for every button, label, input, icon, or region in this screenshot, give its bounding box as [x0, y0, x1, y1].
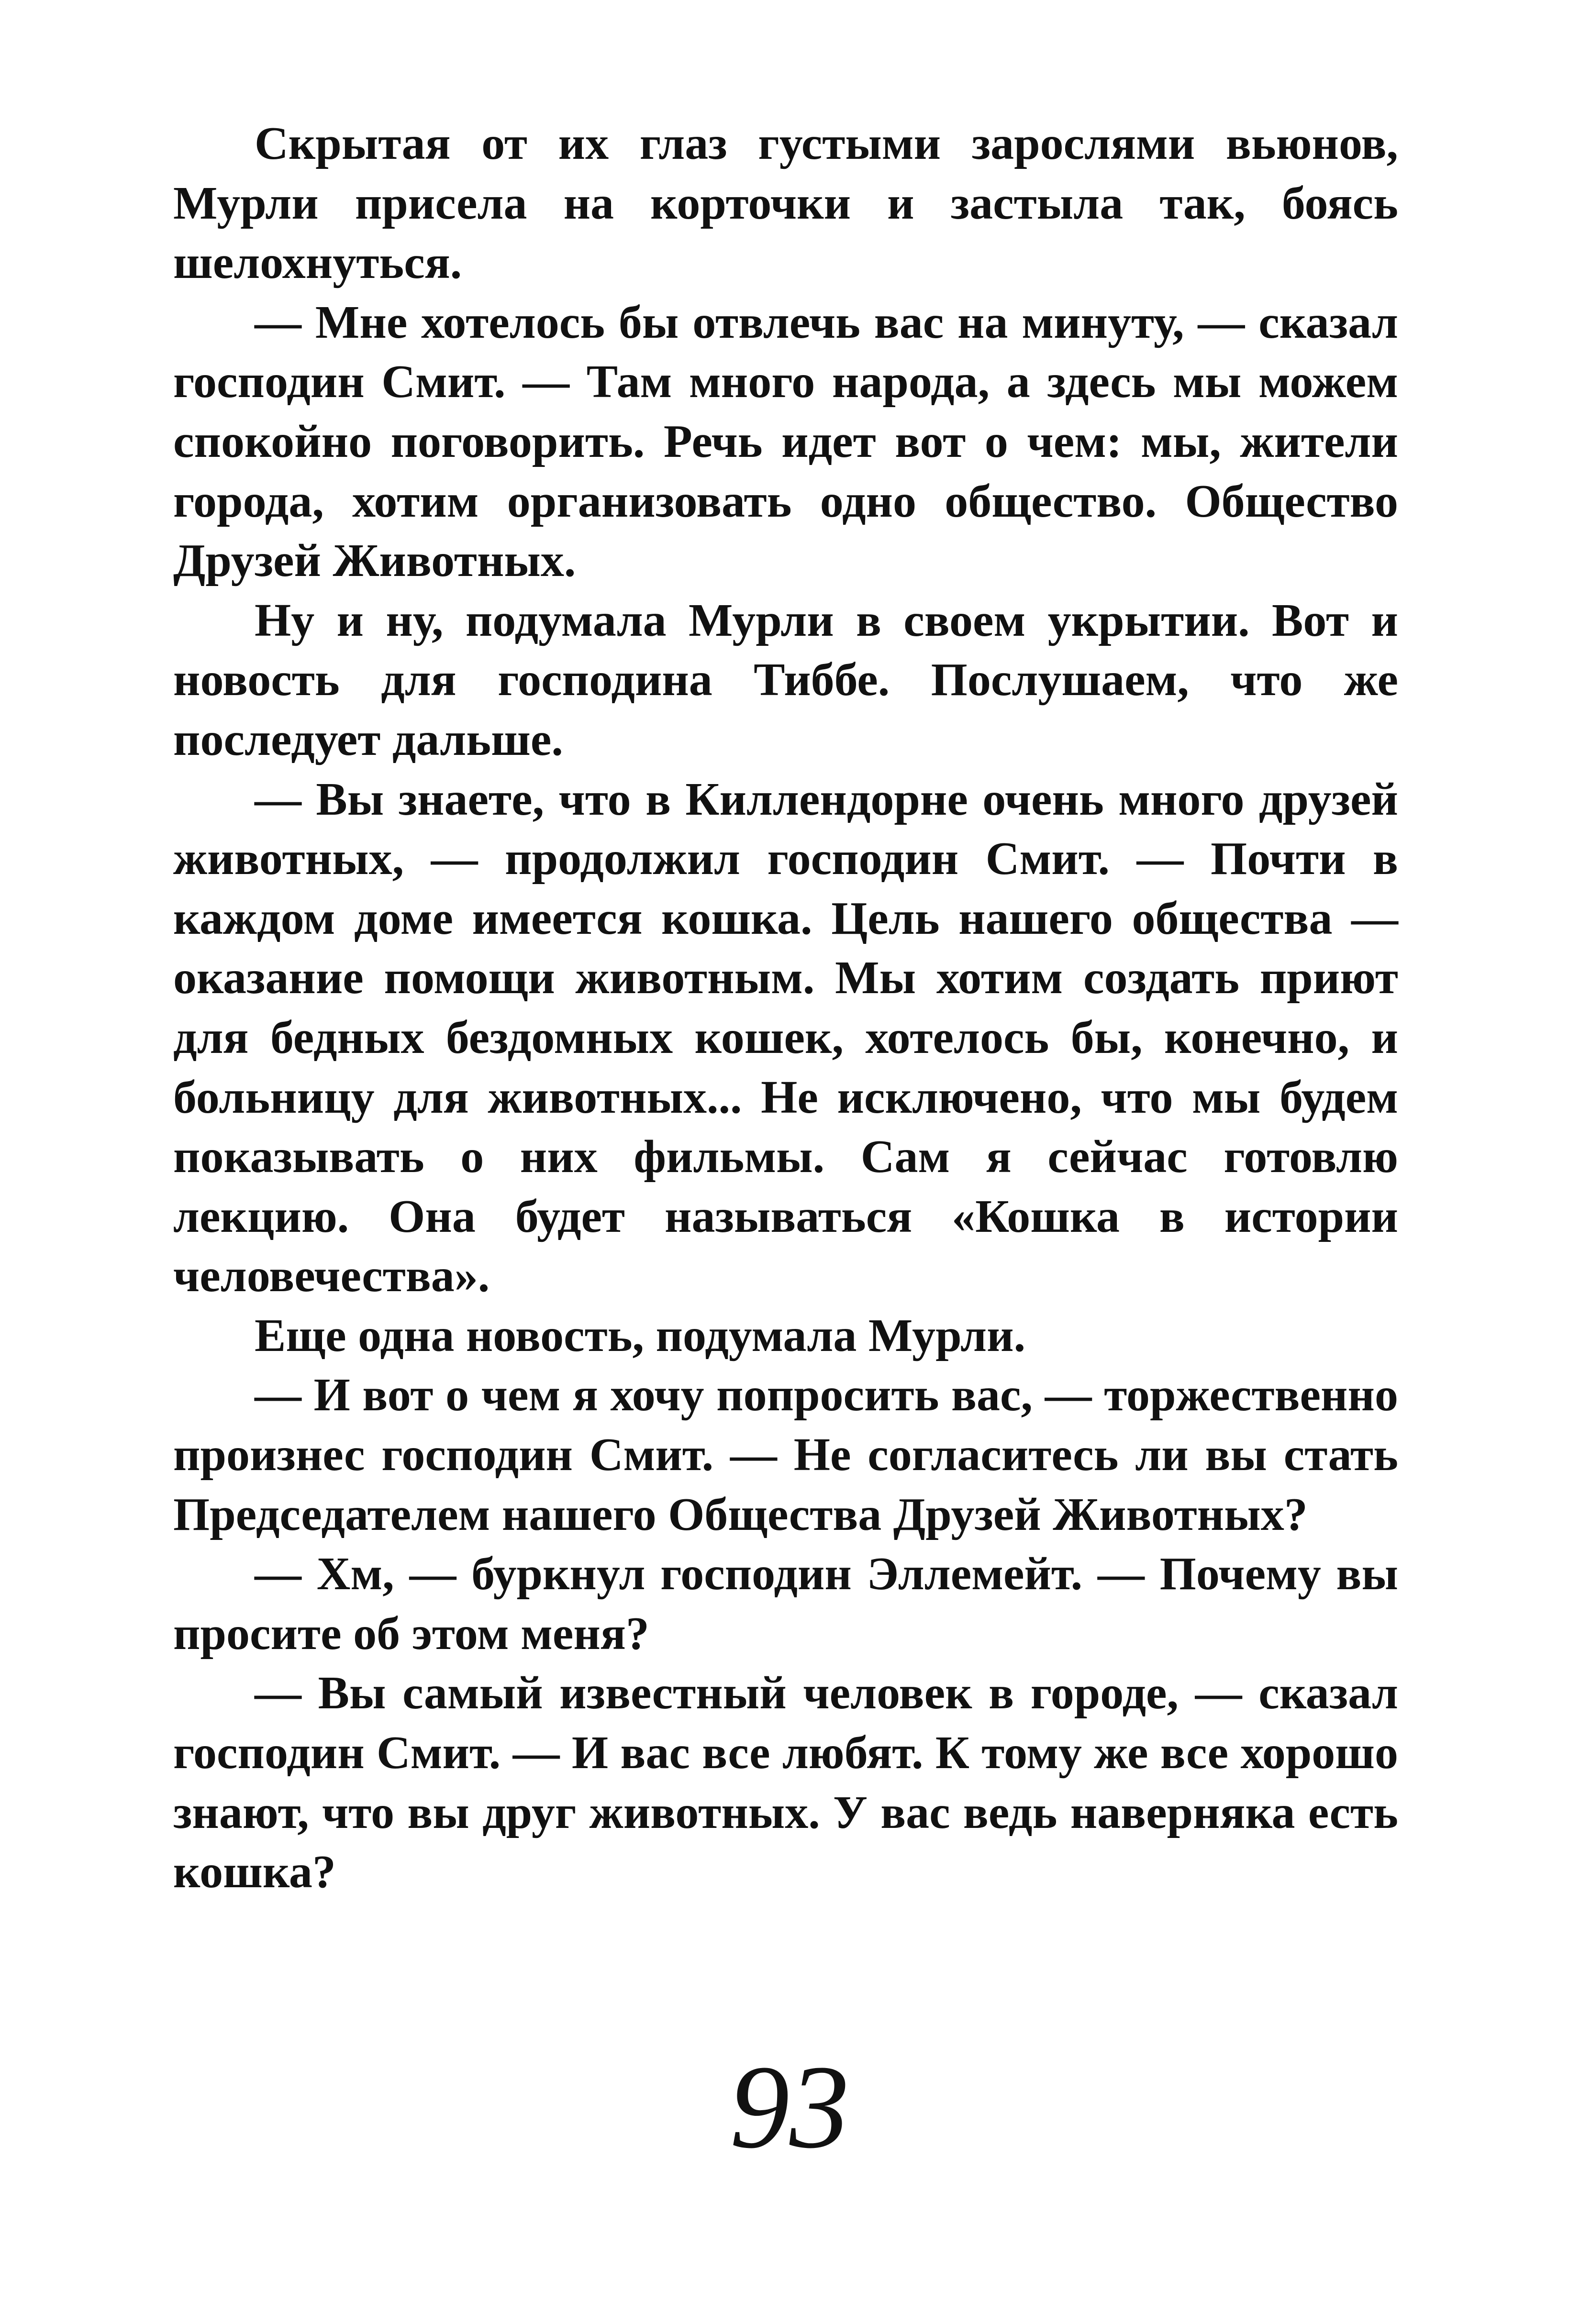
paragraph-3: Ну и ну, подумала Мурли в своем укрытии. Вот и новость для господина Тиббе. Послушаем, что же последует дальше.: [173, 594, 1398, 765]
paragraph-7: — Хм, — буркнул господин Эллемейт. — Почему вы просите об этом меня?: [173, 1548, 1398, 1660]
paragraph-5: Еще одна новость, подумала Мурли.: [255, 1309, 1026, 1361]
paragraph-8: — Вы самый известный человек в городе, — сказал господин Смит. — И вас все любят. К тому же все хорошо знают, что вы друг животных. У вас ведь наверняка есть кошка?: [173, 1667, 1398, 1898]
page-number: 93: [730, 2041, 849, 2173]
paragraph-6: — И вот о чем я хочу попросить вас, — торжественно произнес господин Смит. — Не согласитесь ли вы стать Председателем нашего Общества Друзей Животных?: [173, 1369, 1398, 1540]
body-text: [173, 114, 1398, 1902]
paragraph-1: Скрытая от их глаз густыми зарослями вьюнов, Мурли присела на корточки и застыла так, боясь шелохнуться.: [173, 118, 1398, 289]
paragraph-4: — Вы знаете, что в Киллендорне очень много друзей животных, — продолжил господин Смит. — Почти в каждом доме имеется кошка. Цель нашего общества — оказание помощи животным. Мы хотим создать приют для бедных бездомных кошек, хотелось бы, конечно, и больницу для животных... Не исключено, что мы будем показывать о них фильмы. Сам я сейчас готовлю лекцию. Она будет называться «Кошка в истории человечества».: [173, 773, 1398, 1302]
paragraph-2: — Мне хотелось бы отвлечь вас на минуту, — сказал господин Смит. — Там много народа, а здесь мы можем спокойно поговорить. Речь идет вот о чем: мы, жители города, хотим организовать одно общество. Общество Друзей Животных.: [173, 296, 1398, 587]
